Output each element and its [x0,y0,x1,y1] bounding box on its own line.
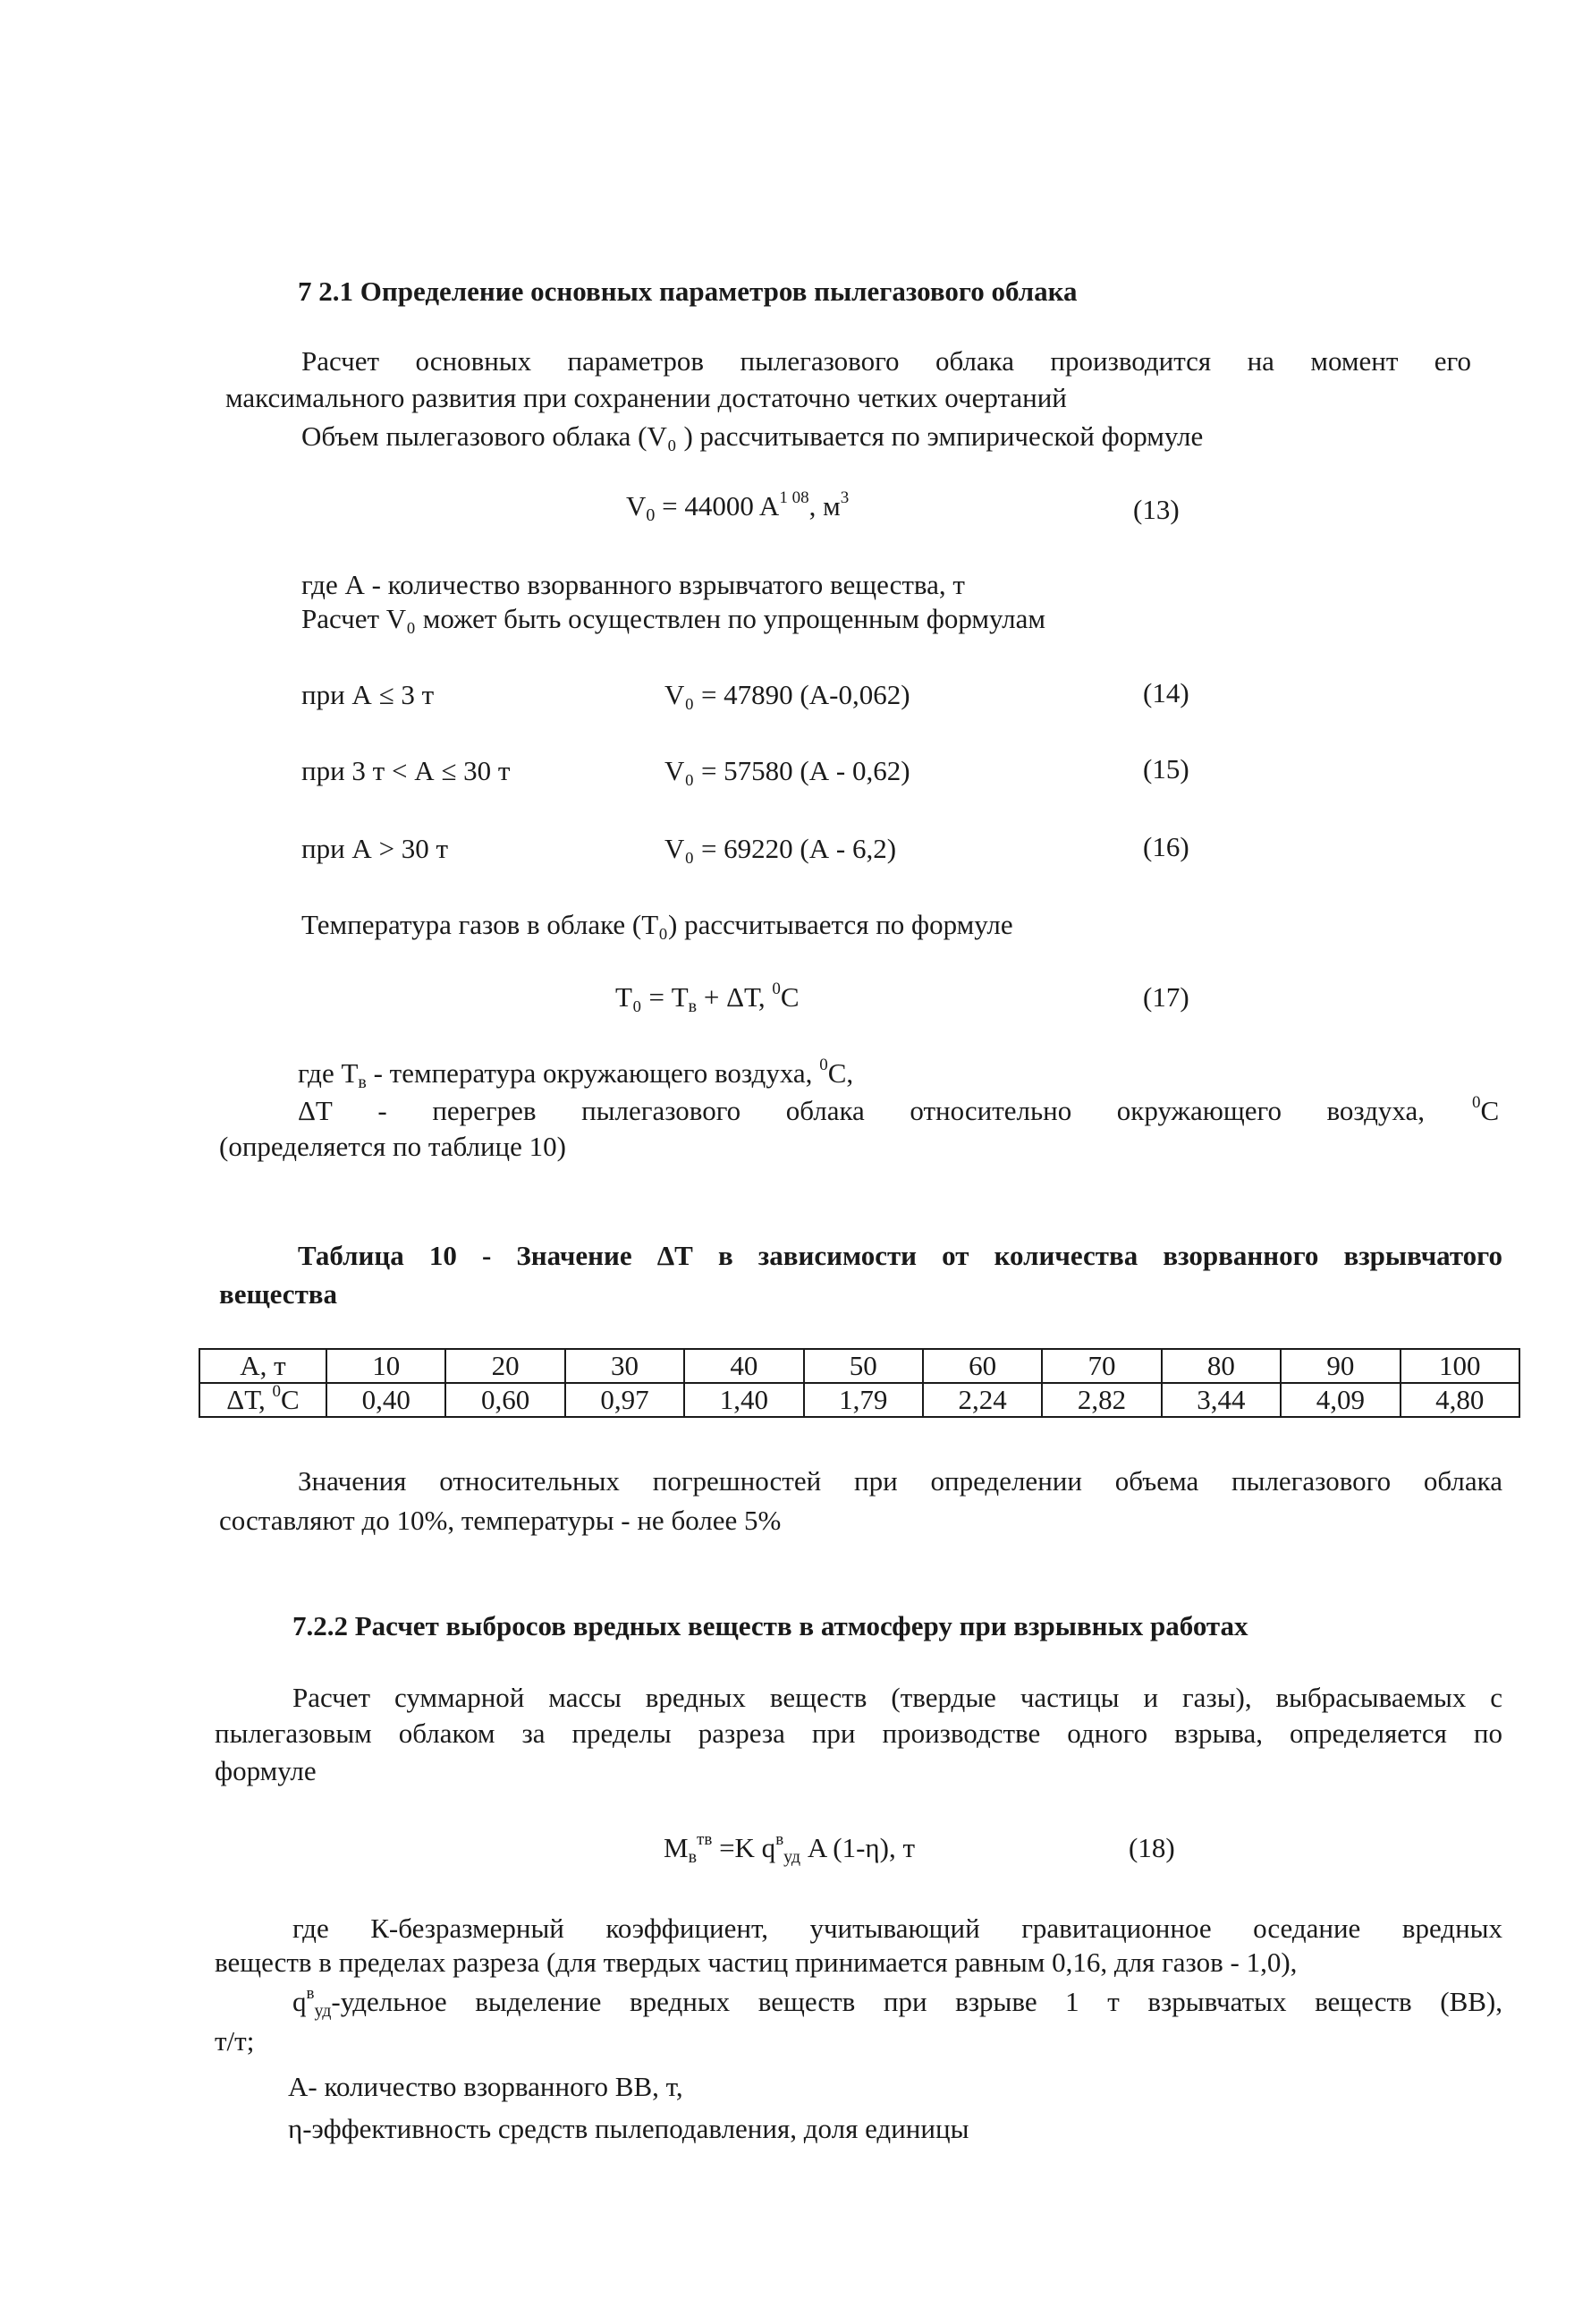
paragraph-line: составляют до 10%, температуры - не более 5% [219,1505,782,1536]
case-condition: при 3 т < А ≤ 30 т [301,755,511,786]
table-cell: 40 [684,1349,803,1383]
table-cell: 1,40 [684,1383,803,1417]
formula-17: $Т_0 = Т_в + \Delta Т$, $^0$С [615,980,800,1016]
table-cell: 50 [804,1349,923,1383]
table-cell: 1,79 [804,1383,923,1417]
paragraph-line: где К-безразмерный коэффициент, учитывающий гравитационное оседание вредных [292,1913,1502,1944]
case-formula: V₀ = 47890 (А-0,062) [664,679,910,710]
paragraph-line: ΔТ - перегрев пылегазового облака относительно окружающего воздуха, [298,1095,1425,1126]
table-cell: 100 [1401,1349,1519,1383]
paragraph-line: η-эффективность средств пылеподавления, доля единицы [288,2113,969,2144]
equation-number: (15) [1143,753,1189,785]
equation-number: (16) [1143,831,1189,862]
paragraph-line: Расчет основных параметров пылегазового облака производится на момент его [301,345,1471,377]
paragraph-line: Температура газов в облаке (Т₀) рассчитывается по формуле [301,909,1013,940]
case-condition: при А ≤ 3 т [301,679,435,710]
paragraph-line: (определяется по таблице 10) [219,1131,566,1162]
table-cell: 10 [326,1349,445,1383]
table-10 [199,1348,1520,1418]
table-header-cell: ΔТ, $^0$С [199,1383,326,1417]
paragraph-line: т/т; [215,2025,255,2057]
paragraph-line: $q^в_{уд}$-удельное выделение вредных веществ при взрыве 1 т взрывчатых веществ (ВВ), [292,1984,1502,2021]
case-formula: V₀ = 69220 (А - 6,2) [664,833,897,864]
table-cell: 20 [445,1349,564,1383]
table-row [199,1349,1519,1383]
paragraph-line: Объем пылегазового облака (V₀ ) рассчитывается по эмпирической формуле [301,420,1204,452]
equation-number: (14) [1143,677,1189,708]
paragraph-line: Значения относительных погрешностей при определении объема пылегазового облака [298,1465,1502,1497]
paragraph-line: где А - количество взорванного взрывчатого вещества, т [301,569,965,600]
formula-13: $V_0 = 44000$ $A^{1 08}$, $м^3$ [626,488,850,525]
table-cell: 70 [1042,1349,1161,1383]
section-heading-7-2-2: 7.2.2 Расчет выбросов вредных веществ в атмосферу при взрывных работах [292,1610,1248,1641]
table-cell: 0,60 [445,1383,564,1417]
table-cell: 0,40 [326,1383,445,1417]
table-cell: 60 [923,1349,1042,1383]
paragraph-line: А- количество взорванного ВВ, т, [288,2071,683,2102]
unit-label: $^0$С [1472,1093,1500,1126]
formula-18: $M_в^{тв} =K$ $q^в_{уд}$ A (1-η), т [664,1830,915,1867]
table-cell: 2,82 [1042,1383,1161,1417]
paragraph-line: пылегазовым облаком за пределы разреза при производстве одного взрыва, определяется по [215,1718,1502,1749]
paragraph-line: формуле [215,1755,317,1786]
equation-number: (17) [1143,981,1189,1013]
paragraph-line: Расчет суммарной массы вредных веществ (твердые частицы и газы), выбрасываемых с [292,1682,1502,1713]
table-cell: 4,09 [1281,1383,1400,1417]
table-cell: 4,80 [1401,1383,1519,1417]
table-row [199,1383,1519,1417]
paragraph-line: максимального развития при сохранении достаточно четких очертаний [225,382,1067,413]
table-cell: 30 [565,1349,684,1383]
table-cell: 0,97 [565,1383,684,1417]
table-caption: вещества [219,1278,338,1310]
section-heading-7-2-1: 7 2.1 Определение основных параметров пылегазового облака [298,276,1078,307]
equation-number: (18) [1129,1832,1175,1863]
paragraph-line: веществ в пределах разреза (для твердых частиц принимается равным 0,16, для газов - 1,0), [215,1947,1298,1978]
case-formula: V₀ = 57580 (А - 0,62) [664,755,910,786]
table-cell: 3,44 [1162,1383,1281,1417]
table-header-cell: А, т [199,1349,326,1383]
equation-number: (13) [1133,494,1180,525]
table-cell: 2,24 [923,1383,1042,1417]
table-caption: Таблица 10 - Значение ΔТ в зависимости от количества взорванного взрывчатого [298,1240,1502,1271]
paragraph-line: Расчет V₀ может быть осуществлен по упрощенным формулам [301,603,1045,634]
paragraph-line: где $Т_в$ - температура окружающего воздуха, $^0$С, [298,1056,854,1092]
table-cell: 90 [1281,1349,1400,1383]
case-condition: при А > 30 т [301,833,449,864]
table-cell: 80 [1162,1349,1281,1383]
